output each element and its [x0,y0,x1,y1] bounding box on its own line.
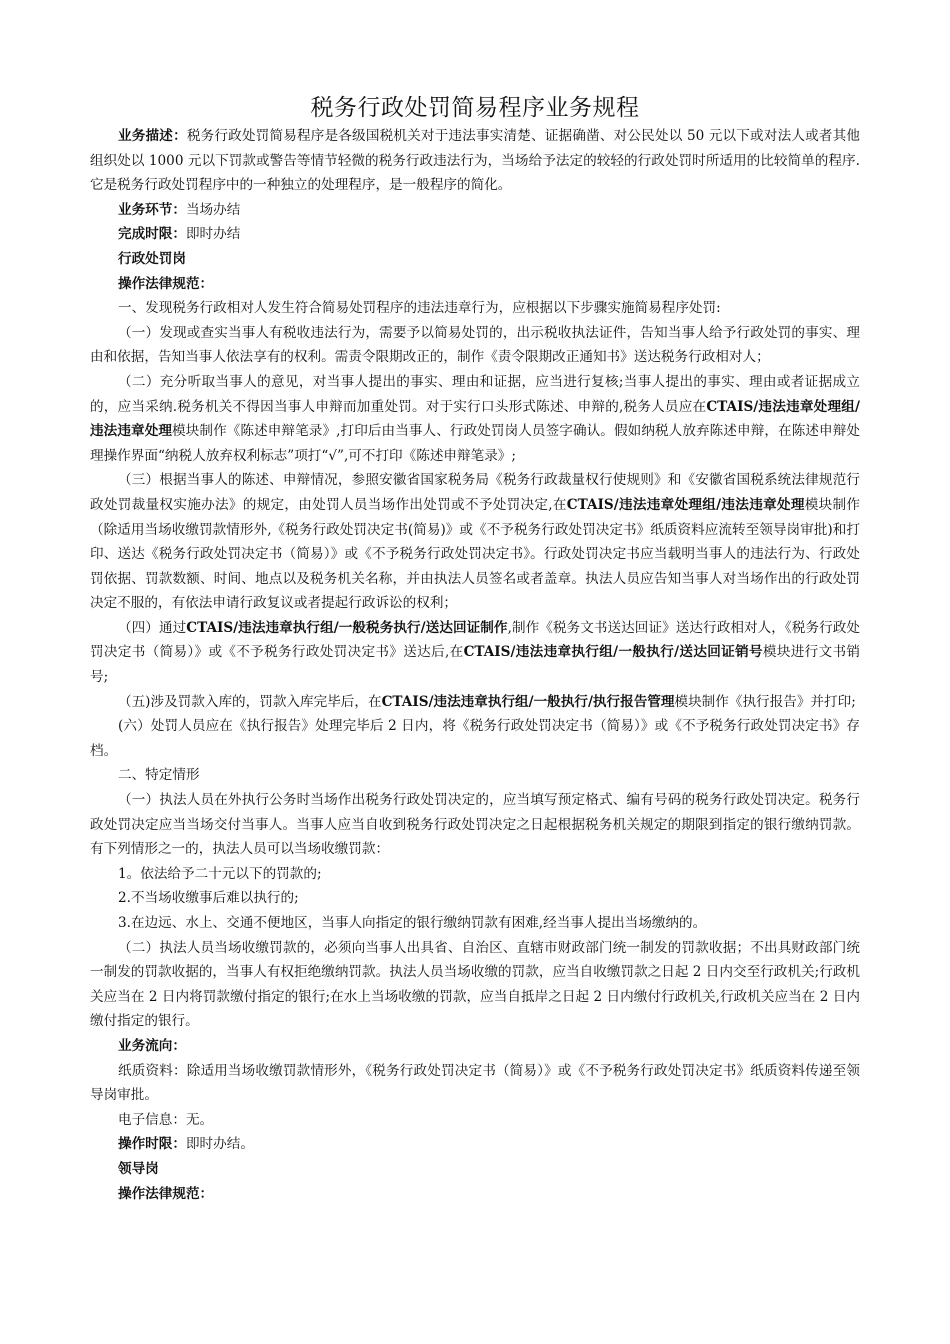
business-description [90,124,860,198]
norms-label: 操作法律规范： [118,275,214,292]
link-label: 业务环节： [118,201,186,218]
step4-text-e: 模块进行文书销号; [90,644,860,686]
section2-title: 二、特定情形 [118,767,200,784]
op-time-label: 操作时限： [118,1136,186,1153]
step-6: (六）处罚人员应在《执行报告》处理完毕后 2 日内，将《税务行政处罚决定书（简易）》或《不予税务行政处罚决定书》存档。 [90,718,860,759]
desc-text: 税务行政处罚简易程序是各级国税机关对于违法事实清楚、证据确凿、对公民处以 50 元以下或对法人或者其他组织处以 1000 元以下罚款或警告等情节轻微的税务行政违法行为，当场给予法定的较轻的行政处罚时所适用的比较简单的程序.它是税务行政处罚程序中的一种独立的处理程序，是一般程序的简化。 [90,128,861,194]
step5-module-path: CTAIS/违法违章执行组/一般执行/执行报告管理 [381,693,675,710]
post2-text: 领导岗 [118,1160,159,1177]
list-item: 3.在边远、水上、交通不便地区，当事人向指定的银行缴纳罚款有困难,经当事人提出当场缴纳的。 [118,915,707,931]
op-time-value: 即时办结。 [185,1136,254,1153]
post1-text: 行政处罚岗 [118,250,186,267]
step4-text-c: ,制作《税务文书送达回证》送达行政相对人，《税务行政处罚决定书（简易）》或《不予税务行政处罚决定书》送达后,在 [90,619,860,661]
step2-module-path: CTAIS/违法违章处理组/违法违章处理 [90,398,861,440]
norms-label-2: 操作法律规范： [118,1185,214,1202]
link-value: 当场办结 [185,201,241,218]
step-2 [90,370,860,468]
paper-materials: 纸质资料：除适用当场收缴罚款情形外，《税务行政处罚决定书（简易）》或《不予税务行政处罚决定书》纸质资料传递至领导岗审批。 [90,1062,860,1104]
section1-title: 一、发现税务行政相对人发生符合简易处罚程序的违法违章行为，应根据以下步骤实施简易程序处罚: [118,300,721,317]
special-case-1: （一）执法人员在外执行公务时当场作出税务行政处罚决定的，应当填写预定格式、编有号码的税务行政处罚决定。税务行政处罚决定应当当场交付当事人。当事人应当自收到税务行政处罚决定之日起根据税务机关规定的期限到指定的银行缴纳罚款。有下列情形之一的，执法人员可以当场收缴罚款： [90,792,860,858]
time-limit-label: 完成时限： [118,226,186,243]
step-3 [90,468,860,616]
operation-time [90,1132,860,1157]
step5-text-a: （五)涉及罚款入库的，罚款入库完毕后，在 [118,693,382,710]
norms-heading [90,272,860,297]
step2-text-c: 模块制作《陈述申辩笔录》,打印后由当事人、行政处罚岗人员签字确认。假如纳税人放弃陈述申辩，在陈述申辩处理操作界面“纳税人放弃权利标志”项打“√”,可不打印《陈述申辩笔录》; [90,423,860,464]
electronic-info: 电子信息：无。 [118,1111,214,1128]
time-limit-value: 即时办结 [185,226,241,243]
step2-text-a: （二）充分听取当事人的意见，对当事人提出的事实、理由和证据，应当进行复核;当事人提出的事实、理由或者证据成立的，应当采纳.税务机关不得因当事人申辩而加重处罚。对于实行口头形式陈述、申辩的,税务人员应在 [90,373,860,415]
step3-text-c: 模块制作（除适用当场收缴罚款情形外,《税务行政处罚决定书(简易)》或《不予税务行政处罚决定书》纸质资料应流转至领导岗审批)和打印、送达《税务行政处罚决定书（简易）》或《不予税务行政处罚决定书》。行政处罚决定书应当载明当事人的违法行为、行政处罚依据、罚款数额、时间、地点以及税务机关名称，并由执法人员签名或者盖章。执法人员应告知当事人对当场作出的行政处罚决定不服的，有依法申请行政复议或者提起行政诉讼的权利； [90,496,861,612]
step-5 [90,690,860,715]
step4-module-path-1: CTAIS/违法违章执行组/一般税务执行/送达回证制作 [186,619,508,636]
document-page [90,92,860,1206]
business-flow-heading [90,1034,860,1059]
step4-text-a: （四）通过 [118,619,187,636]
step5-text-c: 模块制作《执行报告》并打印; [674,693,856,710]
post-heading-leader [90,1157,860,1182]
document-title: 税务行政处罚简易程序业务规程 [310,95,640,121]
post-heading-penalty [90,247,860,272]
flow-label: 业务流向： [118,1037,186,1054]
list-item: 1。依法给予二十元以下的罚款的; [118,865,322,882]
desc-label: 业务描述： [118,128,187,144]
step-1: （一）发现或查实当事人有税收违法行为，需要予以简易处罚的，出示税收执法证件，告知当事人给予行政处罚的事实、理由和依据，告知当事人依法享有的权利。需责令限期改正的，制作《责令限期改正通知书》送达税务行政相对人； [90,324,860,366]
step-4 [90,616,860,690]
step4-module-path-2: CTAIS/违法违章执行组/一般执行/送达回证销号 [463,644,763,661]
completion-time [90,222,860,247]
norms-heading-2 [90,1182,860,1207]
business-link [90,198,860,223]
list-item: 2.不当场收缴事后难以执行的; [118,890,299,907]
special-case-2: （二）执法人员当场收缴罚款的，必须向当事人出具省、自治区、直辖市财政部门统一制发的罚款收据；不出具财政部门统一制发的罚款收据的，当事人有权拒绝缴纳罚款。执法人员当场收缴的罚款，应当自收缴罚款之日起 2 日内交至行政机关;行政机关应当在 2 日内将罚款缴付指定的银行;在水上当场收缴的罚款，应当自抵岸之日起 2 日内缴付行政机关,行政机关应当在 2 日内缴付指定的银行。 [90,939,860,1030]
step3-text-a: （三）根据当事人的陈述、申辩情况，参照安徽省国家税务局《税务行政裁量权行使规则》和《安徽省国税系统法律规范行政处罚裁量权实施办法》的规定，由处罚人员当场作出处罚或不予处罚决定,在 [90,472,860,513]
step3-module-path: CTAIS/违法违章处理组/违法违章处理 [566,496,805,513]
